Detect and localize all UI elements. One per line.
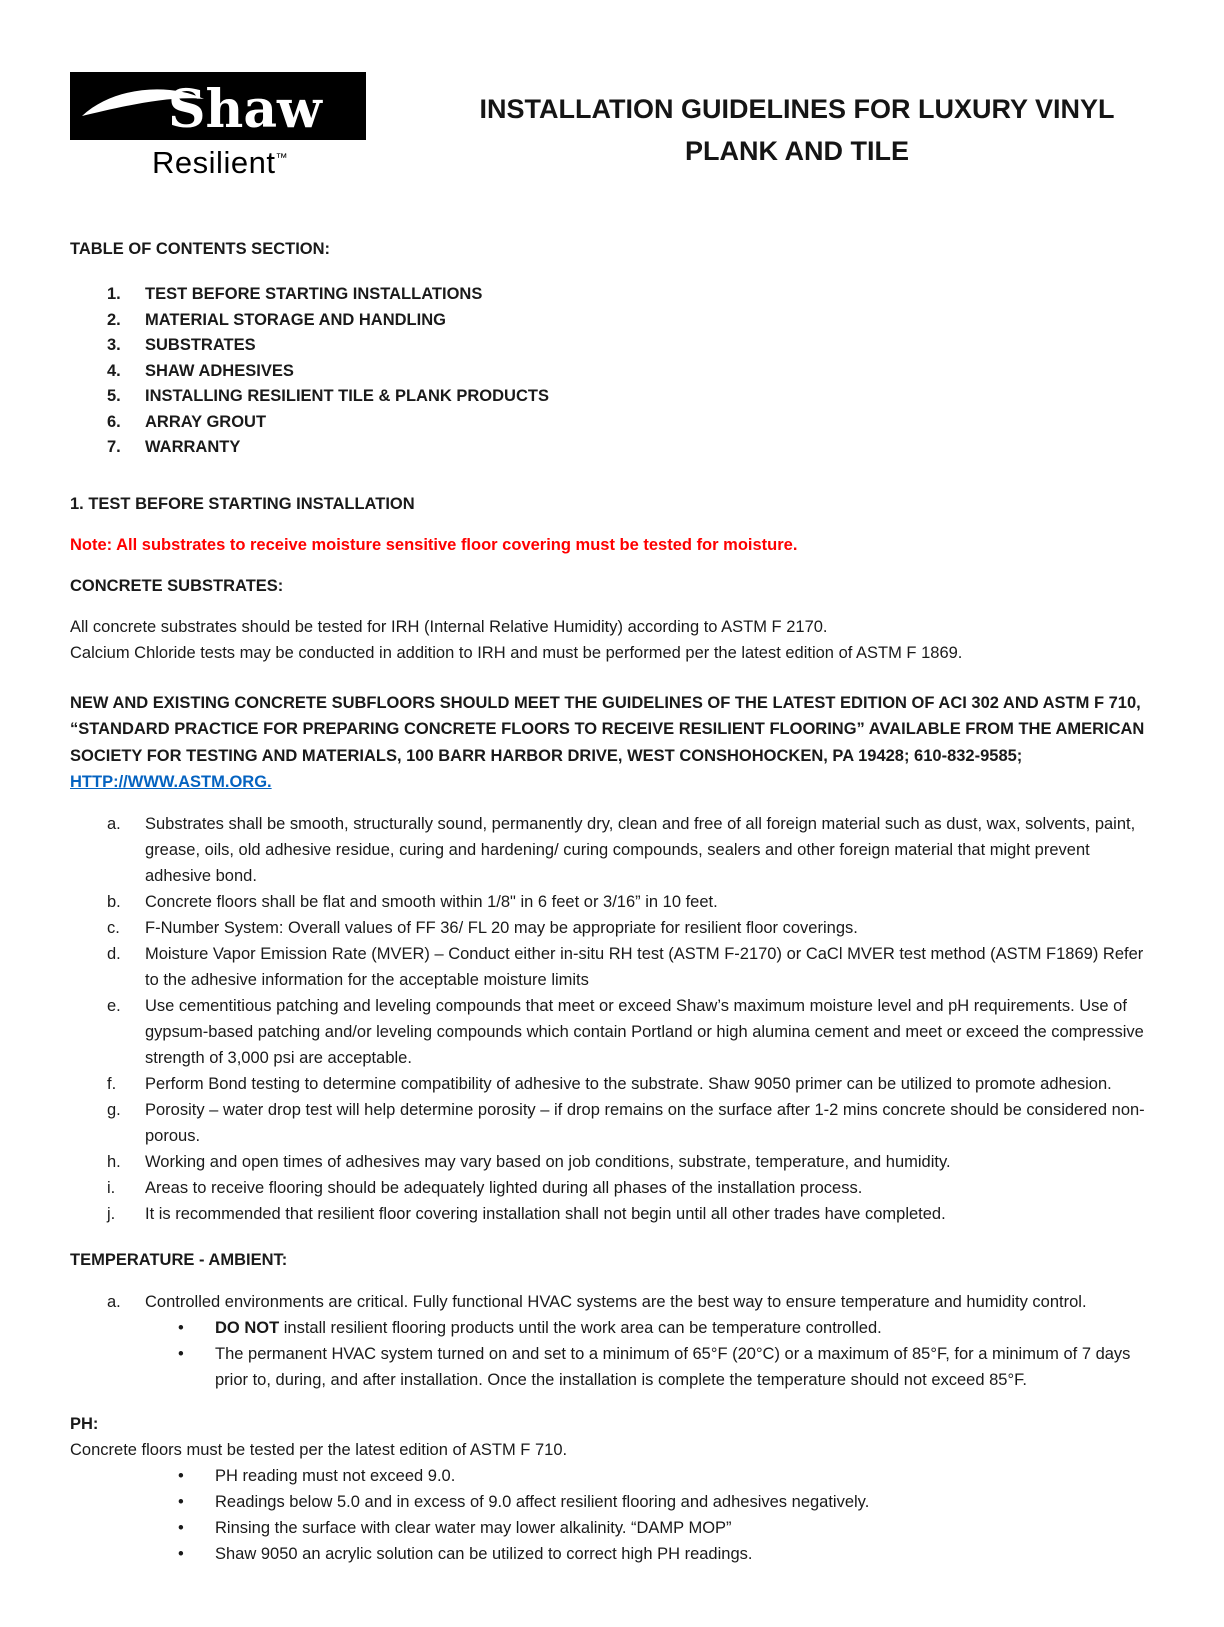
list-item-text: F-Number System: Overall values of FF 36/ FL 20 may be appropriate for resilient floor coverings. (145, 918, 858, 937)
list-item (70, 1149, 1154, 1175)
bullet-item (70, 1489, 1154, 1515)
list-item-letter: a. (107, 1292, 121, 1311)
bullet-text (215, 1315, 1154, 1341)
toc-item-label: INSTALLING RESILIENT TILE & PLANK PRODUCTS (145, 387, 549, 405)
list-item (70, 941, 1154, 993)
astm-link[interactable]: HTTP://WWW.ASTM.ORG. (70, 773, 272, 791)
toc-item-number: 2. (107, 310, 121, 329)
bullet-text (215, 1341, 1154, 1393)
list-item (70, 993, 1154, 1071)
list-item (70, 1175, 1154, 1201)
toc-item-label: MATERIAL STORAGE AND HANDLING (145, 310, 446, 329)
concrete-line-1: All concrete substrates should be tested for IRH (Internal Relative Humidity) according to ASTM F 2170. (70, 617, 828, 636)
standards-paragraph (70, 690, 1154, 796)
toc-item (107, 359, 1154, 385)
temperature-heading: TEMPERATURE - AMBIENT: (70, 1250, 288, 1269)
list-item-letter: e. (107, 996, 121, 1015)
title-line-2: PLANK AND TILE (685, 136, 909, 166)
list-item (70, 1097, 1154, 1149)
toc-item-number: 6. (107, 412, 121, 431)
list-item-letter: a. (107, 814, 121, 833)
toc-item (107, 308, 1154, 334)
concrete-line-2: Calcium Chloride tests may be conducted in addition to IRH and must be performed per the latest edition of ASTM F 1869. (70, 643, 963, 662)
toc-heading: TABLE OF CONTENTS SECTION: (70, 240, 331, 258)
toc-item-label: WARRANTY (145, 438, 241, 456)
bullet-icon: • (178, 1544, 184, 1563)
bullet-plain-text: The permanent HVAC system turned on and set to a minimum of 65°F (20°C) or a maximum of 85°F, for a minimum of 7 days prior to, during, and after installation. Once the installation is complete the temperature should not exceed 85°F. (215, 1344, 1131, 1389)
bullet-text: Rinsing the surface with clear water may lower alkalinity. “DAMP MOP” (215, 1518, 732, 1537)
moisture-note: Note: All substrates to receive moisture sensitive floor covering must be tested for moisture. (70, 535, 798, 554)
toc-item (107, 333, 1154, 359)
list-item-letter: d. (107, 944, 121, 963)
list-item-letter: i. (107, 1178, 116, 1197)
ph-list (70, 1463, 1154, 1567)
list-item-letter: f. (107, 1074, 117, 1093)
toc-item (107, 384, 1154, 410)
bullet-item (70, 1463, 1154, 1489)
bullet-text: Shaw 9050 an acrylic solution can be utilized to correct high PH readings. (215, 1544, 753, 1563)
bullet-icon: • (178, 1518, 184, 1537)
substrate-requirements-list (70, 811, 1154, 1227)
standards-text: NEW AND EXISTING CONCRETE SUBFLOORS SHOULD MEET THE GUIDELINES OF THE LATEST EDITION OF ACI 302 AND ASTM F 710, “STANDARD PRACTICE FOR PREPARING CONCRETE FLOORS TO RECEIVE RESILIENT FLOORING” AVAILABLE FROM THE AMERICAN SOCIETY FOR TESTING AND MATERIALS, 100 BARR HARBOR DRIVE, WEST CONSHOHOCKEN, PA 19428; 610-832-9585; (70, 693, 1145, 765)
toc-item-number: 4. (107, 361, 121, 380)
toc-item (107, 435, 1154, 461)
list-item-text: Porosity – water drop test will help determine porosity – if drop remains on the surface after 1-2 mins concrete should be considered non-porous. (145, 1100, 1145, 1145)
list-item-letter: b. (107, 892, 121, 911)
toc-item-label: ARRAY GROUT (145, 412, 267, 431)
list-item-letter: c. (107, 918, 120, 937)
list-item-text: Substrates shall be smooth, structurally sound, permanently dry, clean and free of all foreign material such as dust, wax, solvents, paint, grease, oils, old adhesive residue, curing and hardening/ curing compounds, sealers and other foreign material that might prevent adhesive bond. (145, 814, 1136, 885)
bullet-item (70, 1515, 1154, 1541)
toc-list (70, 282, 1154, 461)
list-item (70, 811, 1154, 889)
bullet-icon: • (178, 1492, 184, 1511)
bullet-item (70, 1315, 1154, 1341)
list-item (70, 889, 1154, 915)
title-line-1: INSTALLATION GUIDELINES FOR LUXURY VINYL (479, 94, 1115, 124)
bullet-icon: • (178, 1318, 184, 1337)
document-header (70, 72, 1154, 180)
logo-product-text: Resilient (152, 145, 276, 180)
toc-item-label: SUBSTRATES (145, 336, 256, 354)
toc-item-label: SHAW ADHESIVES (145, 361, 294, 380)
shaw-logo-mark (70, 72, 366, 140)
document-title (370, 72, 1154, 172)
list-item-letter: h. (107, 1152, 121, 1171)
logo-wordmark: Shaw (168, 79, 322, 140)
toc-item-number: 1. (107, 285, 121, 303)
list-item (70, 1289, 1154, 1315)
toc-item-number: 3. (107, 336, 121, 354)
concrete-paragraph (70, 614, 1154, 666)
toc-item (107, 282, 1154, 308)
section-1-heading: 1. TEST BEFORE STARTING INSTALLATION (70, 494, 415, 513)
list-item-text: Concrete floors shall be flat and smooth within 1/8" in 6 feet or 3/16” in 10 feet. (145, 892, 718, 911)
list-item-text: Working and open times of adhesives may vary based on job conditions, substrate, temperature, and humidity. (145, 1152, 951, 1171)
logo-product-name (70, 146, 370, 180)
list-item-letter: g. (107, 1100, 121, 1119)
list-item-text: It is recommended that resilient floor covering installation shall not begin until all other trades have completed. (145, 1204, 946, 1223)
toc-item-label: TEST BEFORE STARTING INSTALLATIONS (145, 285, 483, 303)
list-item-text: Moisture Vapor Emission Rate (MVER) – Conduct either in-situ RH test (ASTM F-2170) or CaCl MVER test method (ASTM F1869) Refer to the adhesive information for the acceptable moisture limits (145, 944, 1144, 989)
bullet-item (70, 1541, 1154, 1567)
bullet-bold-text: DO NOT (215, 1318, 280, 1337)
temperature-list (70, 1289, 1154, 1393)
bullet-text: PH reading must not exceed 9.0. (215, 1466, 456, 1485)
toc-item-number: 7. (107, 438, 121, 456)
bullet-icon: • (178, 1466, 184, 1485)
list-item-text: Perform Bond testing to determine compatibility of adhesive to the substrate. Shaw 9050 primer can be utilized to promote adhesion. (145, 1074, 1112, 1093)
shaw-resilient-logo (70, 72, 370, 180)
list-item-text: Controlled environments are critical. Fully functional HVAC systems are the best way to ensure temperature and humidity control. (145, 1292, 1087, 1311)
ph-heading: PH: (70, 1414, 99, 1433)
trademark-symbol: ™ (275, 150, 288, 165)
list-item (70, 1071, 1154, 1097)
list-item-letter: j. (107, 1204, 116, 1223)
list-item-text: Use cementitious patching and leveling compounds that meet or exceed Shaw’s maximum moisture level and pH requirements. Use of gypsum-based patching and/or leveling compounds which contain Portland or high alumina cement and meet or exceed the compressive strength of 3,000 psi are acceptable. (145, 996, 1144, 1067)
bullet-icon: • (178, 1344, 184, 1363)
bullet-text: Readings below 5.0 and in excess of 9.0 affect resilient flooring and adhesives negatively. (215, 1492, 870, 1511)
list-item-text: Areas to receive flooring should be adequately lighted during all phases of the installation process. (145, 1178, 863, 1197)
ph-intro: Concrete floors must be tested per the latest edition of ASTM F 710. (70, 1440, 568, 1459)
bullet-plain-text: install resilient flooring products until the work area can be temperature controlled. (279, 1318, 882, 1337)
toc-item-number: 5. (107, 387, 121, 405)
list-item (70, 1201, 1154, 1227)
list-item (70, 915, 1154, 941)
concrete-substrates-heading: CONCRETE SUBSTRATES: (70, 576, 284, 595)
toc-item (107, 410, 1154, 436)
bullet-item (70, 1341, 1154, 1393)
